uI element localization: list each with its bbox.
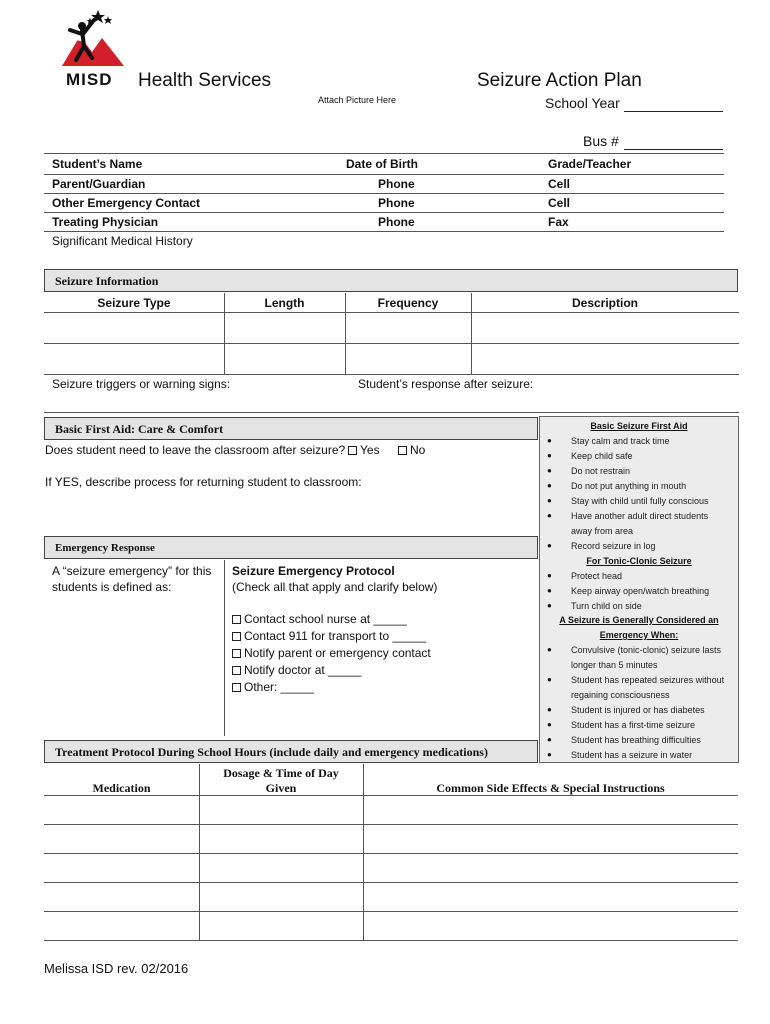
col-medication: Medication [92,781,151,795]
aid-panel-title: Basic Seizure First Aid [590,421,688,431]
aid-item-cont: away from area [571,526,634,536]
logo-figure-icon [62,8,126,70]
checkbox-icon [232,683,241,692]
treatment-row[interactable] [44,796,738,824]
parent-phone-label: Phone [378,177,415,191]
attach-picture-label: Attach Picture Here [318,95,397,105]
emergency-item: Student has a seizure in water [571,750,693,760]
emergency-header: Emergency Response [44,536,538,559]
aid-item: Stay with child until fully conscious [571,496,709,506]
emergency-definition-line1: A “seizure emergency” for this [52,564,212,578]
revision-footer: Melissa ISD rev. 02/2016 [44,961,189,976]
option-notify-parent[interactable]: Notify parent or emergency contact [232,646,431,660]
yes-checkbox[interactable]: Yes [348,443,380,457]
emergency-definition-line2: students is defined as: [52,580,172,594]
bus-label: Bus # [583,133,619,149]
other-contact-label: Other Emergency Contact [52,196,201,210]
treatment-row[interactable] [44,883,738,911]
aid-item: Keep child safe [571,451,633,461]
physician-fax-label: Fax [548,215,569,229]
checkbox-icon [348,446,357,455]
option-contact-911[interactable]: Contact 911 for transport to _____ [232,629,426,643]
col-length: Length [264,296,305,310]
emergency-item-cont: longer than 5 minutes [571,660,658,670]
dob-label: Date of Birth [346,157,418,171]
checkbox-icon [232,615,241,624]
misd-logo [62,8,126,70]
physician-label: Treating Physician [52,215,159,229]
aid-item: Have another adult direct students [571,511,709,521]
page-title: Seizure Action Plan [477,70,642,91]
tonic-item: Keep airway open/watch breathing [571,586,710,596]
col-seizure-type: Seizure Type [97,296,171,310]
tonic-item: Protect head [571,571,623,581]
option-contact-nurse[interactable]: Contact school nurse at _____ [232,612,407,626]
no-checkbox[interactable]: No [398,443,425,457]
seizure-row-2[interactable] [44,344,739,374]
response-label: Student’s response after seizure: [358,377,534,391]
treatment-row[interactable] [44,825,738,853]
emergency-when-title-2: Emergency When: [599,630,679,640]
parent-guardian-label: Parent/Guardian [52,177,146,191]
emergency-item: Student has repeated seizures without [571,675,725,685]
checkbox-icon [232,666,241,675]
school-year-field[interactable] [624,111,723,112]
logo-text: MISD [66,70,113,89]
grade-teacher-label: Grade/Teacher [548,157,632,171]
emergency-when-title-1: A Seizure is Generally Considered an [559,615,719,625]
bus-field[interactable] [624,149,723,150]
protocol-subtitle: (Check all that apply and clarify below) [232,580,438,594]
protocol-title: Seizure Emergency Protocol [232,564,395,578]
parent-cell-label: Cell [548,177,571,191]
seizure-row-1[interactable] [44,313,739,343]
triggers-label: Seizure triggers or warning signs: [52,377,231,391]
checkbox-icon [232,649,241,658]
treatment-row[interactable] [44,912,738,940]
first-aid-header: Basic First Aid: Care & Comfort [44,417,538,440]
leave-classroom-question: Does student need to leave the classroom after seizure? [45,443,346,457]
emergency-item: Student is injured or has diabetes [571,705,705,715]
aid-item: Do not put anything in mouth [571,481,687,491]
col-dosage-2: Given [265,781,297,795]
option-other[interactable]: Other: _____ [232,680,314,694]
department-title: Health Services [138,70,272,91]
col-description: Description [571,296,638,310]
other-cell-label: Cell [548,196,571,210]
emergency-item: Student has breathing difficulties [571,735,701,745]
col-frequency: Frequency [377,296,439,310]
aid-item: Do not restrain [571,466,631,476]
other-phone-label: Phone [378,196,415,210]
treatment-row[interactable] [44,854,738,882]
option-notify-doctor[interactable]: Notify doctor at _____ [232,663,361,677]
checkbox-icon [232,632,241,641]
seizure-info-header: Seizure Information [44,269,738,292]
emergency-item-cont: regaining consciousness [571,690,670,700]
student-name-label: Student’s Name [52,157,143,171]
aid-item: Stay calm and track time [571,436,670,446]
tonic-item: Turn child on side [571,601,642,611]
aid-item: Record seizure in log [571,541,656,551]
treatment-header: Treatment Protocol During School Hours (include daily and emergency medications) [44,740,538,763]
physician-phone-label: Phone [378,215,415,229]
col-dosage-1: Dosage & Time of Day [223,766,339,780]
school-year-label: School Year [545,95,620,111]
emergency-item: Student has a first-time seizure [571,720,696,730]
if-yes-label: If YES, describe process for returning student to classroom: [45,475,362,489]
tonic-clonic-title: For Tonic-Clonic Seizure [586,556,692,566]
checkbox-icon [398,446,407,455]
medical-history-label: Significant Medical History [52,234,193,248]
emergency-item: Convulsive (tonic-clonic) seizure lasts [571,645,722,655]
col-side-effects: Common Side Effects & Special Instructions [436,781,665,795]
